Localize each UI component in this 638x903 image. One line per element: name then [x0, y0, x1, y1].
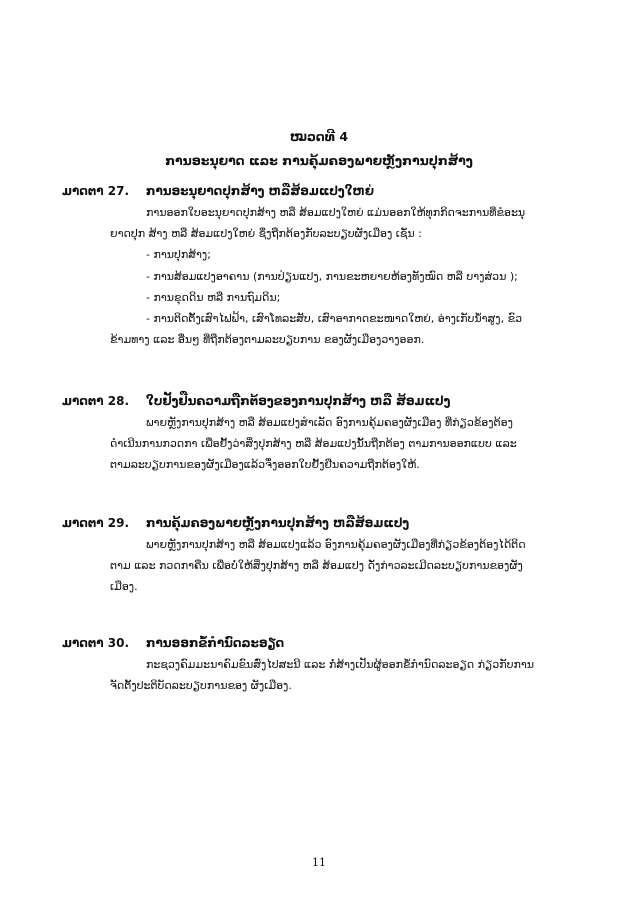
paragraph-line: ຂ້າມທາງ ແລະ ອື່ນໆ ທີ່ຖືກຕ້ອງຕາມລະບຽບການ ຂອງຜັງເມືອງວາງອອກ. — [110, 333, 425, 347]
paragraph-line: ຈັດຕັ້ງປະຕິບັດລະບຽບການຂອງ ຜັງເມືອງ. — [110, 679, 292, 693]
article-number: ມາດຕາ 30. — [62, 636, 130, 650]
list-item: - ການຂຸດດິນ ຫລື ການຖົມດິນ; — [146, 290, 281, 304]
paragraph-line: ກະຊວງຄົມມະນາຄົມຂົນສົ່ງໄປສະນີ ແລະ ກໍ່ສ້າງເປັນຜູ້ອອກຂໍ້ກຳນົດລະອຽດ ກ່ຽວກັບການ — [146, 658, 535, 671]
article-heading — [62, 635, 582, 651]
paragraph-line: ຕາມລະບຽບການຂອງຜັງເມືອງແລ້ວຈຶ່ງອອກໃບຢັ້ງຢືນຄວາມຖືກຕ້ອງໃຫ້. — [110, 458, 420, 472]
paragraph-line: ຍາດປຸກ ສ້າງ ຫລື ສ້ອມແປງໃຫຍ່ ຊຶ່ງຖືກຕ້ອງກັບລະບຽບຜັງເມືອງ ເຊັ່ນ : — [110, 227, 422, 241]
article-body — [62, 202, 582, 350]
article-body — [62, 412, 582, 476]
article-27 — [62, 183, 582, 350]
article-heading — [62, 393, 582, 409]
list-item: - ການສ້ອມແປງອາຄານ (ການປ່ຽນແປງ, ການຂະຫຍາຍຫ້ອງທັງໝົດ ຫລື ບາງສ່ວນ ); — [146, 269, 518, 283]
paragraph-line: ການອອກໃບອະນຸຍາດປຸກສ້າງ ຫລື ສ້ອມແປງໃຫຍ່ ແມ່ນອອກໃຫ້ທຸກກິດຈະການທີ່ຂໍອະນຸ — [146, 206, 526, 219]
list-item: - ການປຸກສ້າງ; — [146, 248, 211, 262]
article-number: ມາດຕາ 27. — [62, 184, 130, 198]
article-body — [62, 654, 582, 696]
article-title: ການອອກຂໍ້ກຳນົດລະອຽດ — [146, 636, 285, 650]
article-title: ການຄຸ້ມຄອງພາຍຫຼັງການປຸກສ້າງ ຫລືສ້ອມແປງ — [146, 516, 410, 530]
paragraph-line: ຕາມ ແລະ ກວດກາຄືນ ເພື່ອບໍ່ໃຫ້ສິ່ງປຸກສ້າງ ຫລື ສ້ອມແປງ ດັ່ງກ່າວລະເມີດລະບຽບການຂອງຜັງ — [110, 559, 523, 573]
article-number: ມາດຕາ 29. — [62, 516, 130, 530]
article-29 — [62, 515, 582, 598]
page-number: 11 — [312, 856, 326, 869]
article-30 — [62, 635, 582, 696]
list-item: - ການຕິດຕັ້ງເສົາໄຟຟ້າ, ເສົາໂທລະສັບ, ເສົາອາກາດຂະໜາດໃຫຍ່, ອ່າງເກັບນ້ຳສູງ, ຂົວ — [146, 311, 523, 325]
article-title: ການອະນຸຍາດປຸກສ້າງ ຫລືສ້ອມແປງໃຫຍ່ — [146, 184, 375, 198]
chapter-number: ໝວດທີ 4 — [289, 129, 349, 144]
paragraph-line: ດຳເນີນການກວດກາ ເພື່ອຢັ້ງວ່າສິ່ງປຸກສ້າງ ຫລື ສ້ອມແປງນັ້ນຖືກຕ້ອງ ຕາມການອອກແບບ ແລະ — [110, 437, 517, 451]
article-28 — [62, 393, 582, 476]
article-body — [62, 534, 582, 598]
article-heading — [62, 515, 582, 531]
paragraph-line: ເມືອງ. — [110, 580, 138, 594]
article-title: ໃບຢັ້ງຢືນຄວາມຖືກຕ້ອງຂອງການປຸກສ້າງ ຫລື ສ້ອມແປງ — [146, 394, 451, 408]
article-heading — [62, 183, 582, 199]
paragraph-line: ພາຍຫຼັງການປຸກສ້າງ ຫລື ສ້ອມແປງສຳເລັດ ອົງການຄຸ້ມຄອງຜັງເມືອງ ທີ່ກ່ຽວຂ້ອງຕ້ອງ — [146, 416, 513, 429]
chapter-title: ການອະນຸຍາດ ແລະ ການຄຸ້ມຄອງພາຍຫຼັງການປຸກສ້າງ — [165, 153, 473, 168]
article-number: ມາດຕາ 28. — [62, 394, 130, 408]
paragraph-line: ພາຍຫຼັງການປຸກສ້າງ ຫລື ສ້ອມແປງແລ້ວ ອົງການຄຸ້ມຄອງຜັງເມືອງທີ່ກ່ຽວຂ້ອງຕ້ອງໄດ້ຕິດ — [146, 538, 526, 551]
